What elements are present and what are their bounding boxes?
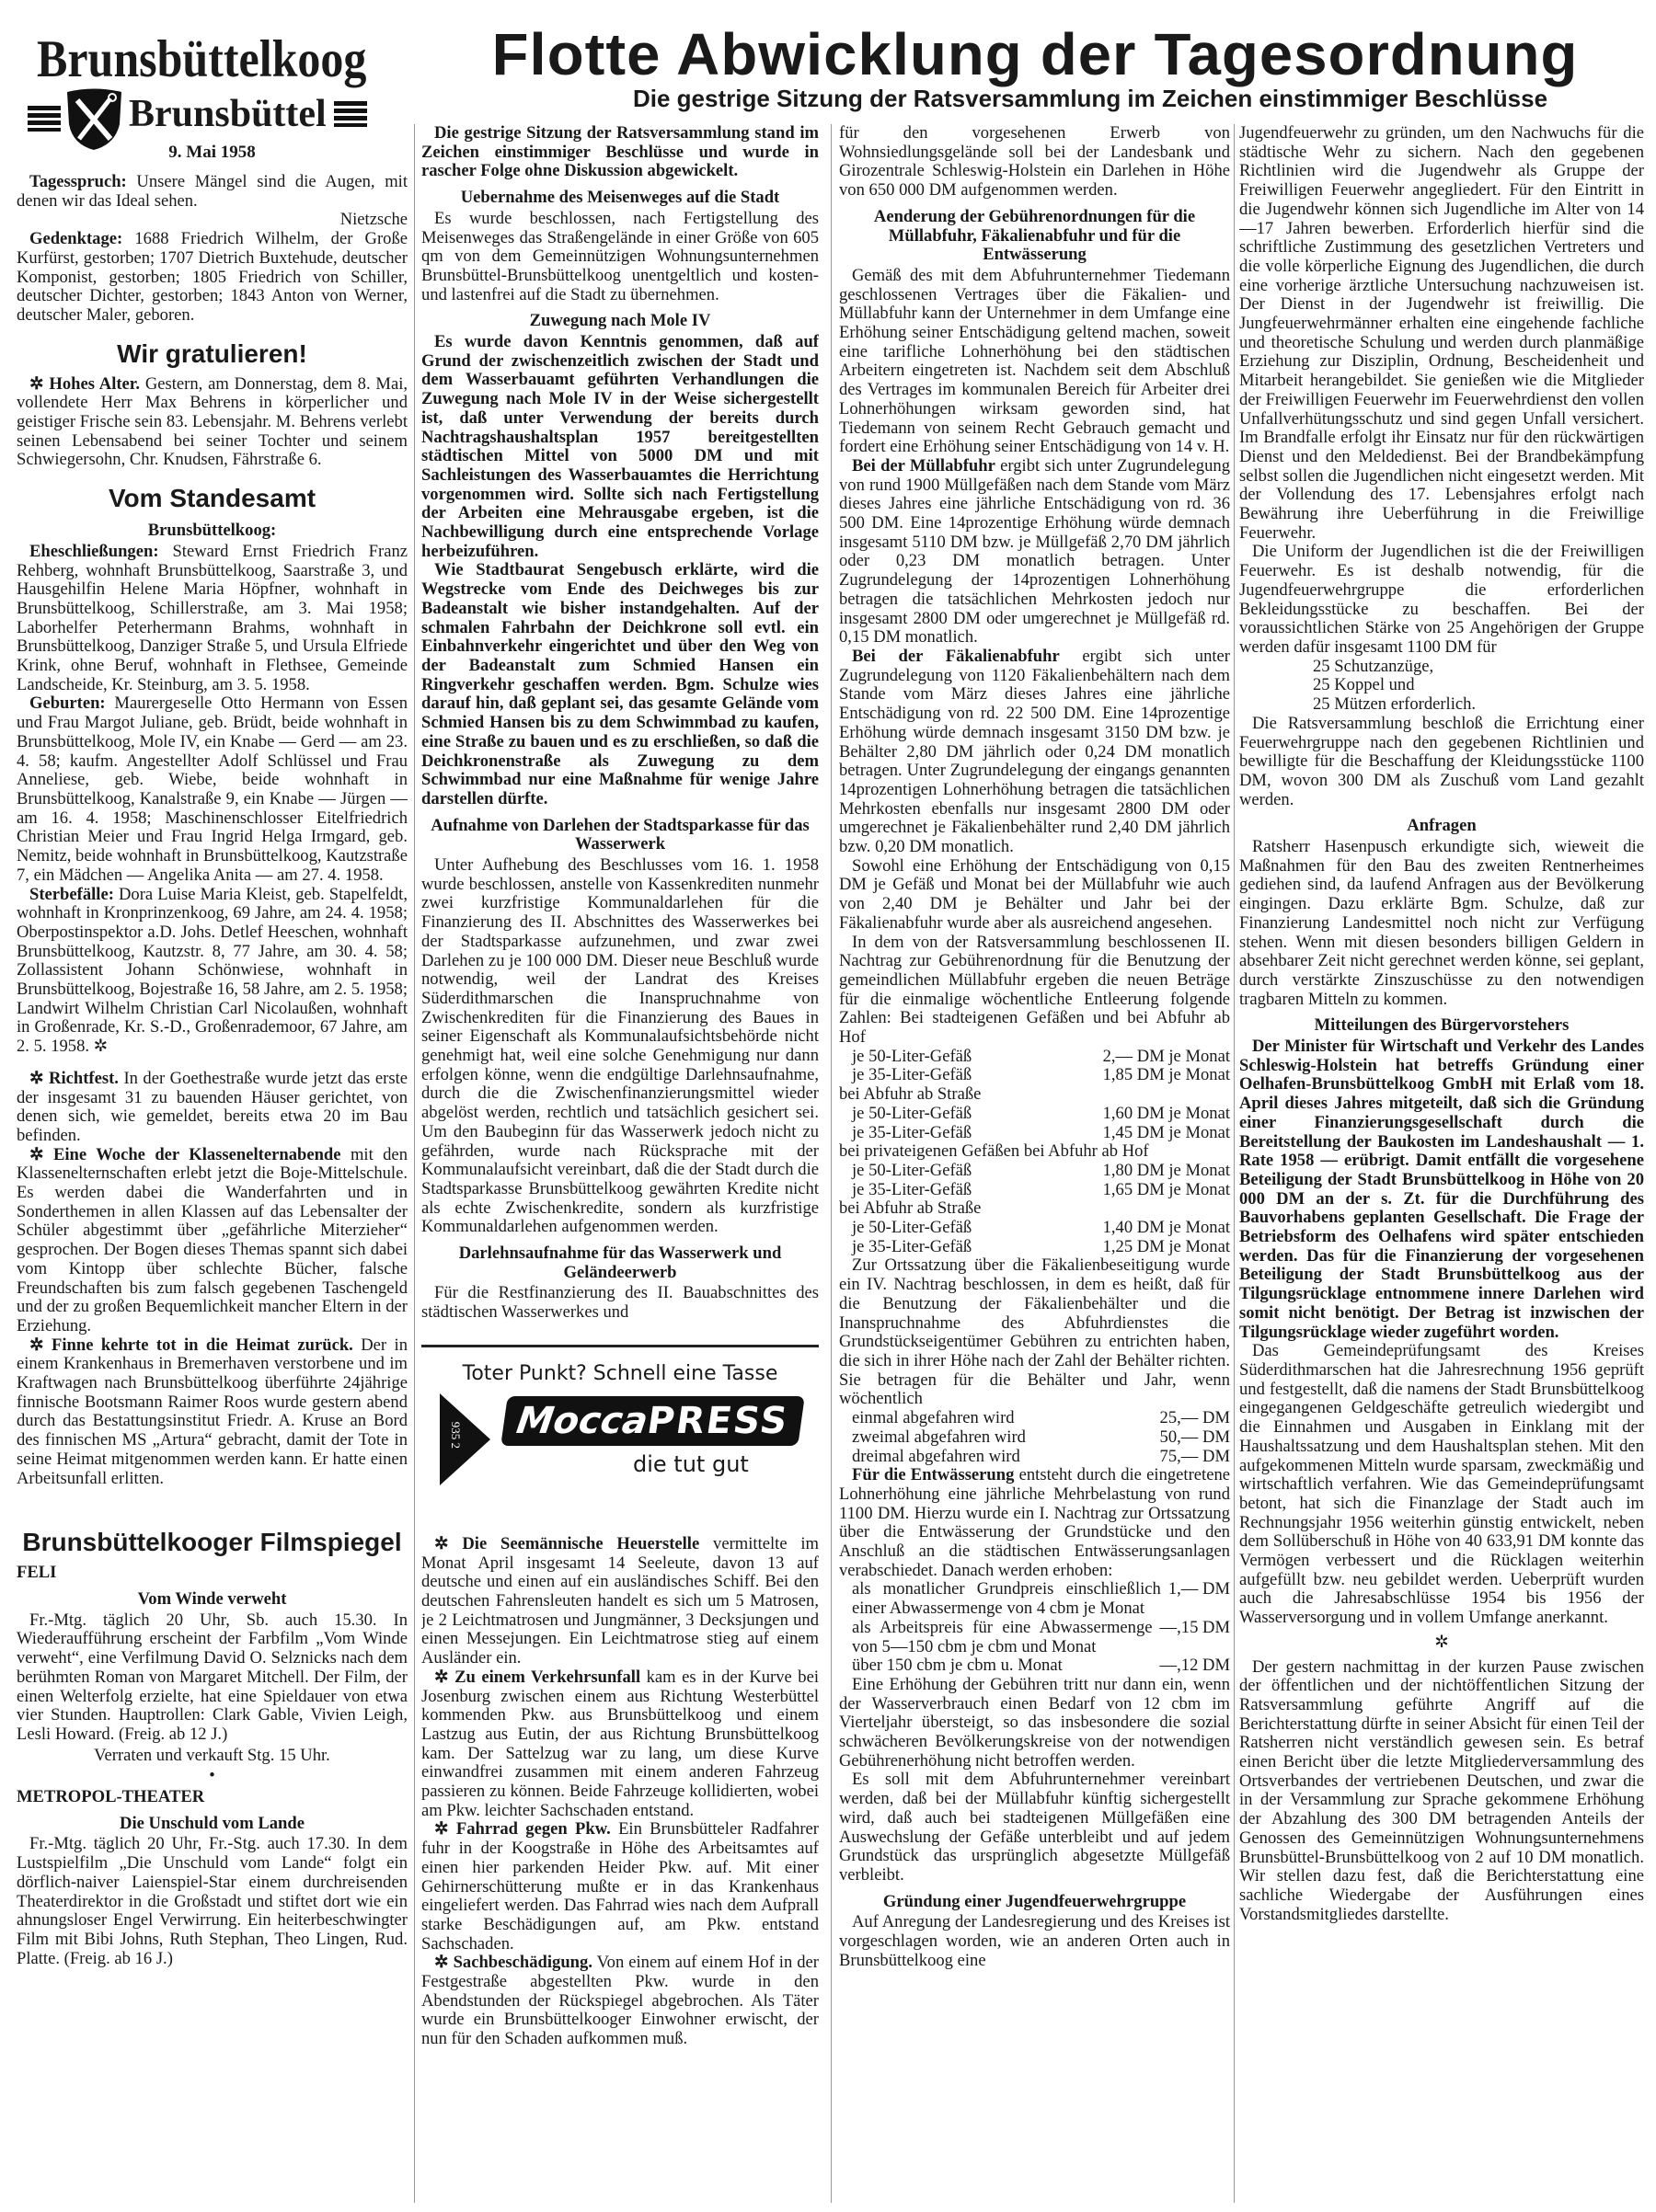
masthead-line2-row [129, 92, 367, 136]
paragraph-text: ergibt sich unter Zugrundelegung von rund 1900 Müllgefäßen nach dem Stande vom März dieses Jahres eine jährliche Entschädigung von rd. 36 500 DM. Eine 14prozentige Erhöhung würde demnach insgesamt 5110 DM bzw. je Müllgefäß 2,70 DM jährlich oder 0,23 DM monatlich betragen. Unter Zugrundelegung der 14prozentigen Lohnerhöhung betragen die tatsächlichen Mehrkosten jedoch nur insgesamt 2800 DM oder umgerechnet je Müllgefäß rd. 0,15 DM monatlich. [839, 455, 1230, 648]
article-paragraph [839, 1466, 1230, 1580]
cinema-name: METROPOL-THEATER [17, 1787, 205, 1807]
fee-label: über 150 cbm je cbm u. Monat [852, 1656, 1063, 1676]
paragraph-lead: ✲ Hohes Alter. [29, 373, 141, 394]
section-heading: Darlehnsaufnahme für das Wasserwerk und Geländeerwerb [458, 1244, 782, 1282]
masthead-line2: Brunsbüttel [129, 93, 327, 135]
paragraph-text: Der in einem Krankenhaus in Bremerhaven verstorbene und im Kraftwagen nach Brunsbüttelkoog überführte 24jährige finnische Bootsmann Raimer Roos wurde gestern abend durch das Bestattungsinstitut Friedr. A. Kruse an Bord des finnischen MS „Artura“ gebracht, damit der Tote in seine Heimat mitgenommen werden kann. Er hatte einen Arbeitsunfall erlitten. [17, 1335, 408, 1488]
paragraph-lead: Gedenktage: [29, 229, 123, 249]
section-heading: Anfragen [1407, 816, 1477, 836]
paragraph-text: vermittelte im Monat April insgesamt 14 Seeleute, davon 13 auf deutsche und einen auf ein ausländisches Schiff. Bei den deutschen Fahrensleuten handelt es sich um 5 Matrosen, je 2 Leichtmatrosen und Jungmänner, 3 Decksjungen und einen Messejungen. Ein Leichtmatrose stieg auf einem Ausländer ein. [421, 1533, 819, 1668]
article-paragraph [839, 267, 1230, 457]
section-title: Wir gratulieren! [117, 338, 307, 368]
paragraph-text: Sowohl eine Erhöhung der Entschädigung von 0,15 DM je Gefäß und Monat bei der Müllabfuhr wie auch von 2,40 DM je Behälter und Jahr bei der Fäkalienabfuhr wurde aber als ausreichend angesehen. [839, 855, 1230, 933]
paragraph-lead: ✲ Eine Woche der Klassenelternabende [29, 1144, 341, 1164]
ad-headline: Toter Punkt? Schnell eine Tasse [462, 1361, 778, 1385]
fee-label: je 50-Liter-Gefäß [852, 1160, 972, 1180]
paragraph-lead: ✲ Finne kehrte tot in die Heimat zurück. [29, 1335, 353, 1355]
paragraph-text: Zur Ortssatzung über die Fäkalienbeseitigung wurde ein IV. Nachtrag beschlossen, in dem es heißt, daß für die Benutzung der Fäkalienbehälter und die Inanspruchnahme des Abfuhrdienstes die Grundstückseigentümer Gebühren zu entrichten haben, die sich in ihrer Höhe nach der Zahl der Behälter richten. Sie betragen für die Behälter und Jahr, wenn wöchentlich [839, 1255, 1230, 1409]
fee-row [839, 1048, 1230, 1067]
fee-label: je 35-Liter-Gefäß [852, 1236, 972, 1256]
article-paragraph [1239, 1658, 1644, 1925]
paragraph-lead: ✲ Richtfest. [29, 1068, 119, 1088]
paragraph-text: Es wurde beschlossen, nach Fertigstellung des Meisenweges das Straßengelände in einer Größe von 605 qm von dem Gemeinnützigen Wohnungsunternehmen Brunsbüttel-Brunsbüttelkoog unentgeltlich und kosten- und lastenfrei auf die Stadt zu übernehmen. [421, 208, 819, 304]
fee-row [839, 1066, 1230, 1085]
fee-value: —,15 DM [1159, 1617, 1230, 1637]
ribbon-left [28, 106, 61, 132]
article-paragraph [17, 1611, 408, 1745]
fee-value: 1,25 DM je Monat [1102, 1236, 1230, 1256]
article-paragraph [17, 1070, 408, 1146]
article-paragraph [17, 230, 408, 326]
article-paragraph [839, 648, 1230, 857]
paragraph-lead: ✲ Die Seemännische Heuerstelle [434, 1533, 700, 1553]
paragraph-text: In dem von der Ratsversammlung beschlossenen II. Nachtrag zur Gebührenordnung für die Benutzung der gemeindlichen Müllabfuhr ergeben die neuen Beträge für die einmalige wöchentliche Entleerung folgende Zahlen: Bei stadteigenen Gefäßen und bei Abfuhr ab Hof [839, 932, 1230, 1048]
paragraph-lead: ✲ Zu einem Verkehrsunfall [434, 1667, 641, 1687]
fee-label: je 50-Liter-Gefäß [852, 1046, 972, 1066]
paragraph-text: Fr.-Mtg. täglich 20 Uhr, Sb. auch 15.30. In Wiederaufführung erscheint der Farbfilm „Vom Winde verweht“, eine Verfilmung David O. Selznicks nach dem berühmten Roman von Margaret Mitchell. Der Film, der einen Welterfolg erzielte, hat eine Spieldauer von etwa vier Stunden. Hauptrollen: Clark Gable, Vivien Leigh, Lesli Howard. (Freig. ab 12 J.) [17, 1610, 408, 1744]
paragraph-text: Es soll mit dem Abfuhrunternehmer vereinbart werden, daß bei der Müllabfuhr künftig sichergestellt wird, daß auch bei stadteigenen Müllgefäßen eine Auswechslung der Gefäße unterbleibt und auf jedem Grundstück das ursprünglich abgesetzte Müllgefäß verbleibt. [839, 1770, 1230, 1885]
fee-value: —,12 DM [1159, 1656, 1230, 1676]
paragraph-lead: Tagesspruch: [29, 173, 127, 191]
article-paragraph [421, 210, 819, 305]
sub-headline: Die gestrige Sitzung der Ratsversammlung im Zeichen einstimmiger Beschlüsse [632, 85, 1548, 112]
centered-line: • [209, 1766, 215, 1786]
list-subheading: bei Abfuhr ab Straße [839, 1084, 982, 1105]
column-divider [414, 124, 415, 2203]
fee-label: je 50-Liter-Gefäß [852, 1103, 972, 1123]
section-heading: Die Unschuld vom Lande [120, 1813, 305, 1833]
section-heading: Uebernahme des Meisenweges auf die Stadt [460, 188, 780, 208]
section-heading: Mitteilungen des Bürgervorstehers [1314, 1015, 1570, 1036]
article-paragraph [17, 1146, 408, 1336]
paragraph-text: Unsere Mängel sind die Augen, mit denen wir das Ideal sehen. [17, 173, 408, 211]
paragraph-text: In der Goethestraße wurde jetzt das erste der insgesamt 31 zu bauenden Häuser gerichtet, von denen sich, wie gemeldet, bereits etwa 20 im Bau befinden. [17, 1068, 408, 1145]
fee-label: zweimal abgefahren wird [852, 1427, 1026, 1447]
article-paragraph [839, 457, 1230, 648]
fee-row [839, 1619, 1230, 1656]
paragraph-lead: Geburten: [29, 693, 106, 714]
issue-date: 9. Mai 1958 [168, 143, 256, 162]
fee-row [839, 1105, 1230, 1124]
paragraph-text: Die Uniform der Jugendlichen ist die der Freiwilligen Feuerwehr. Es ist deshalb notwendig, für die Jugendfeuerwehrgruppe die erforderlichen Bekleidungsstücke zu beschaffen. Bei der voraussichtlichen Stärke von 25 Angehörigen der Gruppe werden dafür insgesamt 1100 DM für [1239, 542, 1644, 657]
fee-value: 75,— DM [1159, 1446, 1230, 1466]
fee-value: 50,— DM [1159, 1427, 1230, 1447]
paragraph-text: Ein Brunsbütteler Radfahrer fuhr in der Koogstraße in Höhe des Arbeitsamtes auf einen hier parkenden Heider Pkw. auf. Mit einer Gehirnerschütterung mußte er in das Krankenhaus eingeliefert werden. Das Fahrrad wies nach dem Aufprall starke Beschädigungen auf, am Pkw. entstand Sachschaden. [421, 1819, 819, 1954]
ad-tagline: die tut gut [633, 1450, 749, 1477]
paragraph-text: mit den Klassenelternschaften erlebt jetzt die Boje-Mittelschule. Es werden dabei die Wanderfahrten und in Sonderthemen in allen Klassen auf das Lebensalter der Schüler abgestimmt über „gefährliche Miterzieher“ gesprochen. Der Bogen dieses Themas spannt sich dabei vom Kintopp über schlechte Bücher, falsche Freundschaften bis zum falsch gegebenen Taschengeld und der zu großen Bequemlichkeit mancher Eltern in der Erziehung. [17, 1144, 408, 1335]
article-paragraph [421, 1535, 819, 1668]
ribbon-right [334, 101, 367, 127]
article-paragraph [17, 543, 408, 695]
article-paragraph [421, 1668, 819, 1821]
fee-row [839, 1162, 1230, 1181]
article-paragraph [839, 1676, 1230, 1771]
section-heading: Gründung einer Jugendfeuerwehrgruppe [882, 1891, 1187, 1911]
article-paragraph [839, 857, 1230, 934]
fee-label: als Arbeitspreis für eine Abwassermenge von 5—150 cbm je cbm und Monat [852, 1617, 1153, 1656]
list-item: 25 Mützen erforderlich. [1313, 694, 1477, 715]
spacer [17, 1057, 408, 1070]
paragraph-lead: ✲ Sachbeschädigung. [434, 1953, 592, 1973]
fee-row [839, 1656, 1230, 1676]
paragraph-lead: ✲ Fahrrad gegen Pkw. [434, 1819, 611, 1840]
article-paragraph [421, 1954, 819, 2049]
centered-line: Verraten und verkauft Stg. 15 Uhr. [94, 1745, 330, 1765]
article-paragraph [1239, 543, 1644, 657]
column-divider [831, 124, 832, 2203]
paragraph-text: Ratsherr Hasenpusch erkundigte sich, wieweit die Maßnahmen für den Bau des zweiten Rentnerheimes gediehen sind, da laufend Anfragen aus der Bevölkerung eingingen. Dazu erklärte Bgm. Schulze, daß zur Finanzierung Landesmittel noch nicht zur Verfügung stehen. Wenn mit diesen besonders billigen Geldern in absehbarer Zeit nicht gerechnet werden könne, sei geplant, durch verstärkte Zinszuschüsse zu den notwendigen tragbaren Mitteln zu kommen. [1239, 837, 1644, 1009]
paragraph-lead: Bei der Fäkalienabfuhr [852, 646, 1060, 666]
paragraph-text: Für die Restfinanzierung des II. Bauabschnittes des städtischen Wasserwerkes und [421, 1283, 819, 1323]
paragraph-text: Die Ratsversammlung beschloß die Errichtung einer Feuerwehrgruppe nach den gegebenen Richtlinien und bewilligte für die Beschaffung der Kleidungsstücke 1100 DM, wovon 300 DM als Zuschuß vom Land gezahlt werden. [1239, 713, 1644, 809]
ad-brand-b: PRESS [644, 1399, 792, 1442]
paragraph-text: kam es in der Kurve bei Josenburg zwischen einem aus Richtung Westerbüttel kommenden Pkw. aus Brunsbüttelkoog und einem Lastzug aus Eutin, der aus Richtung Brunsbüttelkoog kam. Der Sattelzug war zu lang, um diese Kurve einwandfrei zusammen mit einem anderen Fahrzeug passieren zu können. Beide Fahrzeuge kollidierten, wobei am Pkw. leichter Sachschaden entstand. [421, 1667, 819, 1820]
section-heading: Vom Winde verweht [137, 1589, 287, 1609]
fee-value: 25,— DM [1159, 1408, 1230, 1428]
paragraph-text: Fr.-Mtg. täglich 20 Uhr, Fr.-Stg. auch 17.30. In dem Lustspielfilm „Die Unschuld vom Lande“ folgt ein dörflich-naiver Laienspiel-Star einem durchreisenden Theaterdirektor in die Großstadt und stiftet dort wie ein ahnungsloser Engel Verwirrung. Ein heiterbeschwingter Film mit Bibi Johns, Ruth Stephan, Theo Lingen, Rud. Platte. (Freig. ab 16 J.) [17, 1834, 408, 1968]
ad-brand-logo [500, 1396, 805, 1446]
fee-row [839, 1238, 1230, 1257]
article-paragraph [421, 561, 819, 808]
article-paragraph [839, 1771, 1230, 1885]
fee-value: 2,— DM je Monat [1102, 1046, 1230, 1066]
fee-value: 1,45 DM je Monat [1102, 1122, 1230, 1142]
list-item: 25 Koppel und [1313, 675, 1415, 695]
paragraph-lead: Eheschließungen: [29, 541, 159, 561]
column-2 [421, 124, 819, 2212]
paragraph-text: 1688 Friedrich Wilhelm, der Große Kurfürst, gestorben; 1707 Dietrich Buxtehude, deutscher Komponist, gestorben; 1805 Friedrich von Schiller, deutscher Dichter, gestorben; 1843 Anton von Werner, deutscher Maler, geboren. [17, 229, 408, 325]
fee-label: als monatlicher Grundpreis einschließlich einer Abwassermenge von 4 cbm je Monat [852, 1579, 1161, 1619]
section-title: Vom Standesamt [108, 484, 316, 513]
fee-label: je 50-Liter-Gefäß [852, 1218, 972, 1238]
section-heading: Aufnahme von Darlehen der Stadtsparkasse für das Wasserwerk [431, 815, 810, 854]
article-paragraph [421, 333, 819, 561]
article-paragraph [421, 1820, 819, 1954]
fee-label: je 35-Liter-Gefäß [852, 1122, 972, 1142]
fee-row [839, 1448, 1230, 1467]
paragraph-text: Der gestern nachmittag in der kurzen Pause zwischen der öffentlichen und der nichtöffentlichen Sitzung der Ratsversammlung geführte Angriff auf die Berichterstattung dürfte in seiner Absicht für einen Teil der Ratsherren nicht verständlich gewesen sein. Es betraf einen Bericht über die letzte Mitgliederversammlung des Ortsverbandes der vertriebenen Deutschen, und zwar die in der Versammlung zur Sprache gekommene Erhöhung der Abzahlung des 300 DM betragenden Anteils der Genossen des Gemeinnützigen Wohnungsunternehmens Brunsbüttel-Brunsbüttelkoog von 2 auf 10 DM monatlich. Wir stellen dazu fest, daß die Berichterstattung eine sachliche Wiedergabe der Ausführungen eines Vorstandsmitgliedes darstellte. [1239, 1656, 1644, 1924]
fee-label: einmal abgefahren wird [852, 1408, 1015, 1428]
article-paragraph [839, 1256, 1230, 1409]
ad-code: 935 2 [448, 1421, 463, 1449]
article-paragraph [1239, 1342, 1644, 1628]
article-paragraph [17, 1835, 408, 1968]
article-paragraph [839, 124, 1230, 201]
list-subheading: bei Abfuhr ab Straße [839, 1198, 982, 1219]
list-subheading: bei privateigenen Gefäßen bei Abfuhr ab Hof [839, 1141, 1149, 1162]
column-1 [17, 173, 408, 2210]
fee-label: je 35-Liter-Gefäß [852, 1065, 972, 1085]
fee-row [839, 1409, 1230, 1428]
paragraph-text: Das Gemeindeprüfungsamt des Kreises Süderdithmarschen hat die Jahresrechnung 1956 geprüft und festgestellt, daß die namens der Stadt Brunsbüttelkoog eingegangenen Geldgeschäfte getreulich wiedergibt und die Einnahmen und Ausgaben in Einklang mit der Haushaltssatzung und dem Haushaltsplan stehen. Mit den aufgekommenen Mitteln wurde sparsam, zweckmäßig und wirtschaftlich verfahren. Wie das Gemeindeprüfungsamt betont, hat sich die Finanzlage der Stadt auch im Rechnungsjahr 1956 weiterhin günstig entwickelt, neben dem Sollüberschuß in Höhe von 40 633,91 DM konnte das Vermögen verbessert und die Rücklagen weiterhin aufgefüllt bzw. neu gebildet werden. Ueberprüft wurden auch die Jahresabschlüsse 1954 bis 1956 der Wasserversorgung und in vollem Umfange anerkannt. [1239, 1341, 1644, 1628]
paragraph-text: Eine Erhöhung der Gebühren tritt nur dann ein, wenn der Wasserverbrauch einen Bedarf von 12 cbm im Vierteljahr übersteigt, so das insbesondere die sozial schwächeren Bevölkerungskreise von der notwendigen Gebührenerhöhung nicht betroffen werden. [839, 1674, 1230, 1771]
article-paragraph [17, 694, 408, 885]
paragraph-text: Es wurde davon Kenntnis genommen, daß auf Grund der zwischenzeitlich zwischen der Stadt und dem Wasserbauamt geführten Verhandlungen die Zuwegung nach Mole IV in der Weise sichergestellt ist, daß unter Verwendung der bereits durch Nachtragshaushaltsplan 1957 bereitgestellten städtischen Mittel von 5000 DM und mit Sachleistungen des Wasserbauamtes die Herrichtung vorgenommen wird. Sollte sich nach Fertigstellung der Arbeiten eine Mehrausgabe ergeben, ist die Nachbewilligung durch eine entsprechende Vorlage herbeizuführen. [421, 332, 819, 561]
fee-label: je 35-Liter-Gefäß [852, 1179, 972, 1199]
fee-row [839, 1181, 1230, 1200]
article-paragraph [839, 934, 1230, 1048]
paragraph-text: Gestern, am Donnerstag, dem 8. Mai, vollendete Herr Max Behrens in körperlicher und geistiger Frische sein 83. Lebensjahr. M. Behrens verlebt seinen Lebensabend bei seiner Tochter und seinem Schwiegersohn, Chr. Knudsen, Fährstraße 6. [17, 373, 408, 470]
fee-value: 1,65 DM je Monat [1102, 1179, 1230, 1199]
masthead-line1: Brunsbüttelkoog [37, 29, 367, 88]
paragraph-text: ergibt sich unter Zugrundelegung von 1120 Fäkalienbehältern nach dem Stande vom März dieses Jahres eine jährliche Entschädigung von rd. 22 500 DM. Eine 14prozentige Erhöhung würde demnach insgesamt 3150 DM bzw. je Behälter 2,80 DM jährlich oder 0,24 DM monatlich betragen. Unter Zugrundelegung der eingangs genannten 14prozentigen Lohnerhöhung betragen die tatsächlichen Mehrkosten ebenfalls nur insgesamt 2800 DM oder umgerechnet je Fäkalienbehälter rund 2,40 DM jährlich bzw. 0,20 DM monatlich. [839, 646, 1230, 857]
spacer [17, 1501, 408, 1514]
article-paragraph [17, 1336, 408, 1489]
paragraph-text: Von einem auf einem Hof in der Festgestraße abgestellten Pkw. wurde in den Abendstunden der Rückspiegel abgebrochen. Als Täter wurde ein Brunsbüttelkooger Einwohner erwischt, der nun für den Schaden aufkommen muß. [421, 1953, 819, 2049]
fee-value: 1,85 DM je Monat [1102, 1065, 1230, 1085]
paragraph-text: Steward Ernst Friedrich Franz Rehberg, wohnhaft Brunsbüttelkoog, Saarstraße 3, und Hausgehilfin Helene Maria Höpfner, wohnhaft in Brunsbüttelkoog, Schillerstraße, am 3. Mai 1958; Laborhelfer Peterhermann Brahms, wohnhaft in Brunsbüttelkoog, Danziger Straße 5, und Ursula Elfriede Krink, ohne Beruf, wohnhaft in Flethsee, Gemeinde Landscheide, Kr. Steinburg, am 3. 5. 1958. [17, 541, 408, 694]
paragraph-text: Auf Anregung der Landesregierung und des Kreises ist vorgeschlagen worden, wie an anderen Orten auch in Brunsbüttelkoog eine [839, 1912, 1230, 1970]
fee-value: 1,— DM [1167, 1579, 1230, 1599]
paragraph-text: Jugendfeuerwehr zu gründen, um den Nachwuchs für die städtische Wehr zu sichern. Nach den gegebenen Richtlinien wird die Jugendwehr als Gruppe der Freiwilligen Feuerwehr angegliedert. Für den Eintritt in die Jugendwehr können sich Jugendliche im Alter von 14—17 Jahren bewerben. Erforderlich hierfür sind die schriftliche Zustimmung des gesetzlichen Vertreters und die volle körperliche Eignung des Jugendlichen, die durch eine vorherige ärztliche Untersuchung nachzuweisen ist. Der Dienst in der Jugendwehr ist freiwillig. Die Jungfeuerwehrmänner erhalten eine eingehende fachliche und theoretische Schulung und werden durch planmäßige Erziehung zur Disziplin, Ordnung, Bescheidenheit und Mitarbeit herangebildet. Sie genießen wie die Mitglieder der Freiwilligen Feuerwehr im Feuerwehrdienst den vollen Unfallverhütungsschutz und sind gegen Unfall versichert. Im Brandfalle erfolgt ihr Einsatz nur für den rückwärtigen Dienst und den Meldedienst. Bei der Brandbekämpfung selbst sollen die Jugendlichen nicht eingesetzt werden. Mit der Vollendung des 17. Lebensjahres erfolgt nach Bewährung ihre Ueberführung in die Freiwillige Feuerwehr. [1239, 124, 1644, 543]
fee-row [839, 1219, 1230, 1238]
column-3 [839, 124, 1230, 2212]
article-paragraph [17, 173, 408, 211]
article-paragraph [839, 1913, 1230, 1970]
fee-label: dreimal abgefahren wird [852, 1446, 1020, 1466]
article-paragraph [1239, 124, 1644, 543]
section-heading: Aenderung der Gebührenordnungen für die Müllabfuhr, Fäkalienabfuhr und für die Entwässerung [873, 206, 1196, 265]
section-heading: Zuwegung nach Mole IV [529, 311, 711, 331]
paragraph-text: Der Minister für Wirtschaft und Verkehr des Landes Schleswig-Holstein hat betreffs Gründung einer Oelhafen-Brunsbüttelkoog GmbH mit Erlaß vom 18. April dieses Jahres mitgeteilt, daß sich die Gründung einer Finanzierungsgesellschaft durch die Bereitstellung der Baukosten im Landeshaushalt — 1. Rate 1958 — erübrigt. Damit entfällt die vorgesehene Beteiligung der Stadt Brunsbüttelkoog in Höhe von 20 000 DM an der s. Zt. für die Durchführung des Bauvorhabens geplanten Gesellschaft. Die Frage der Betriebsform des Oelhafens wird später entschieden werden. Das für die Finanzierung der vorgesehenen Beteiligung der Stadt Brunsbüttelkoog aus der Tilgungsrücklage entnommene innere Darlehen wird somit nicht benötigt. Der Betrag ist inzwischen der Tilgungsrücklage wieder zugeführt worden. [1239, 1037, 1644, 1342]
paragraph-lead: Für die Entwässerung [852, 1465, 1015, 1485]
paragraph-text: Die gestrige Sitzung der Ratsversammlung stand im Zeichen einstimmiger Beschlüsse und wurde in rascher Folge ohne Diskussion abgewickelt. [421, 124, 819, 181]
spacer [17, 1488, 408, 1501]
fee-row [839, 1580, 1230, 1618]
paragraph-text: Unter Aufhebung des Beschlusses vom 16. 1. 1958 wurde beschlossen, anstelle von Kassenkrediten nunmehr zwei kurzfristige Kommunaldarlehen für die Finanzierung des II. Abschnittes des Wasserwerkes bei der Stadtsparkasse aufzunehmen, und zwar zwei Darlehen zu je 100 000 DM. Dieser neue Beschluß wurde notwendig, weil der Landrat des Kreises Süderdithmarschen die Inanspruchnahme von Zwischenkrediten für die Finanzierung des Baues in seiner Eigenschaft als Kommunalaufsichtsbehörde nicht genehmigt hat, weil eine solche Genehmigung nur dann erfolgen könne, wenn die endgültige Darlehnsaufnahme, durch die die Zwischenfinanzierungsmittel wieder abgelöst werden, rechtlich und tatsächlich gesichert sei. Um den Baubeginn für das Wasserwerk jedoch nicht zu gefährden, wurde nach Rücksprache mit der Kommunalaufsicht vereinbart, daß die der Stadt durch die Stadtsparkasse Brunsbüttelkoog gewährten Kredite nicht als echte Zwischenkredite, sondern als kurzfristige Kommunaldarlehen aufgenommen werden. [421, 855, 819, 1237]
list-item: 25 Schutzanzüge, [1313, 656, 1434, 676]
section-heading: Brunsbüttelkoog: [147, 521, 277, 541]
advertisement [421, 1345, 819, 1509]
main-headline: Flotte Abwicklung der Tagesordnung [491, 21, 1579, 87]
article-paragraph [1239, 1037, 1644, 1342]
column-4 [1239, 124, 1644, 2212]
cinema-name: FELI [17, 1563, 57, 1583]
fee-value: 1,40 DM je Monat [1102, 1218, 1230, 1238]
column-divider [1234, 124, 1235, 2203]
ad-brand-a: Mocca [513, 1399, 650, 1442]
paragraph-text: Wie Stadtbaurat Sengebusch erklärte, wird die Wegstrecke vom Ende des Deichweges bis zur Badeanstalt wie bisher instandgehalten. Auf der schmalen Fahrbahn der Deichkrone soll evtl. ein Einbahnverkehr eingerichtet und über den Weg von der Badeanstalt zum Schmied Hansen ein Ringverkehr geschaffen werden. Bgm. Schulze wies darauf hin, daß geplant sei, das gesamte Gelände vom Schmied Hansen bis zu dem Schwimmbad zu kaufen, eine Straße zu bauen und es zu erschließen, so daß die Deichkronenstraße als Zuwegung zu dem Schwimmbad nur eine Maßnahme für wenige Jahre darstellen dürfte. [421, 560, 819, 808]
paragraph-text: entsteht durch die eingetretene Lohnerhöhung eine jährliche Mehrbelastung von rund 1100 DM. Hierzu wurde ein I. Nachtrag zur Ortssatzung über die Entwässerung der Grundstücke und den Anschluß an die städtischen Entwässerungsanlagen verabschiedet. Danach werden erhoben: [839, 1465, 1230, 1580]
paragraph-text: für den vorgesehenen Erwerb von Wohnsiedlungsgelände soll bei der Landesbank und Girozentrale Schleswig-Holstein ein Darlehen in Höhe von 650 000 DM aufgenommen werden. [839, 124, 1230, 201]
separator-star: ✲ [1434, 1632, 1449, 1652]
article-paragraph [1239, 715, 1644, 810]
article-paragraph [1239, 838, 1644, 1009]
quote-author: Nietzsche [339, 210, 408, 230]
article-paragraph [421, 1284, 819, 1322]
masthead-logo [28, 28, 414, 138]
article-paragraph [421, 856, 819, 1237]
article-paragraph [17, 886, 408, 1057]
fee-row [839, 1124, 1230, 1143]
article-paragraph [421, 124, 819, 181]
paragraph-text: Gemäß des mit dem Abfuhrunternehmer Tiedemann geschlossenen Vertrages über die Fäkalien- und Müllabfuhr kann der Unternehmer in dem Umfange eine Erhöhung seiner Entschädigung geltend machen, soweit eine tarifliche Lohnerhöhung bei den städtischen Arbeitern eingetreten ist. Nachdem seit dem Abschluß des Vertrages im kommunalen Bereich für Arbeiter drei Lohnerhöhungen wirksam geworden sind, hat Tiedemann von seinem Recht Gebrauch gemacht und fordert eine Erhöhung seiner Entschädigung von 14 v. H. [839, 265, 1230, 457]
paragraph-lead: Sterbefälle: [29, 884, 114, 904]
paragraph-lead: Bei der Müllabfuhr [852, 455, 995, 476]
paragraph-text: Maurergeselle Otto Hermann von Essen und Frau Margot Juliane, geb. Brüdt, beide wohnhaft in Brunsbüttelkoog, Mole IV, ein Knabe — Gerd — am 23. 4. 58; kaufm. Angestellter Adolf Schlüssel und Frau Anneliese, geb. Wiebe, beide wohnhaft in Brunsbüttelkoog, Kanalstraße 9, ein Knabe — Jürgen — am 16. 4. 1958; Maschinenschlosser Eitelfriedrich Christian Meier und Frau Ingrid Helga Irmgard, geb. Nemitz, beide wohnhaft in Brunsbüttelkoog, Kautzstraße 7, ein Mädchen — Angelika Anita — am 27. 4. 1958. [17, 693, 408, 885]
fee-row [839, 1428, 1230, 1448]
paragraph-text: Dora Luise Maria Kleist, geb. Stapelfeldt, wohnhaft in Kronprinzenkoog, 69 Jahre, am 24. 4. 1958; Oberpostinspektor a.D. Johs. Detlef Heeschen, wohnhaft Brunsbüttelkoog, Kautzstr. 8, 77 Jahre, am 30. 4. 58; Zollassistent Johann Schönwiese, wohnhaft in Brunsbüttelkoog, Bojestraße 16, 58 Jahre, am 2. 5. 1958; Landwirt Wilhelm Christian Carl Nicolaußen, wohnhaft in Großenrade, Kr. S.-D., Großenrademoor, 67 Jahre, am 2. 5. 1958. ✲ [17, 884, 408, 1057]
fee-value: 1,80 DM je Monat [1102, 1160, 1230, 1180]
fee-value: 1,60 DM je Monat [1102, 1103, 1230, 1123]
section-title: Brunsbüttelkooger Filmspiegel [22, 1528, 402, 1557]
article-paragraph [17, 375, 408, 471]
